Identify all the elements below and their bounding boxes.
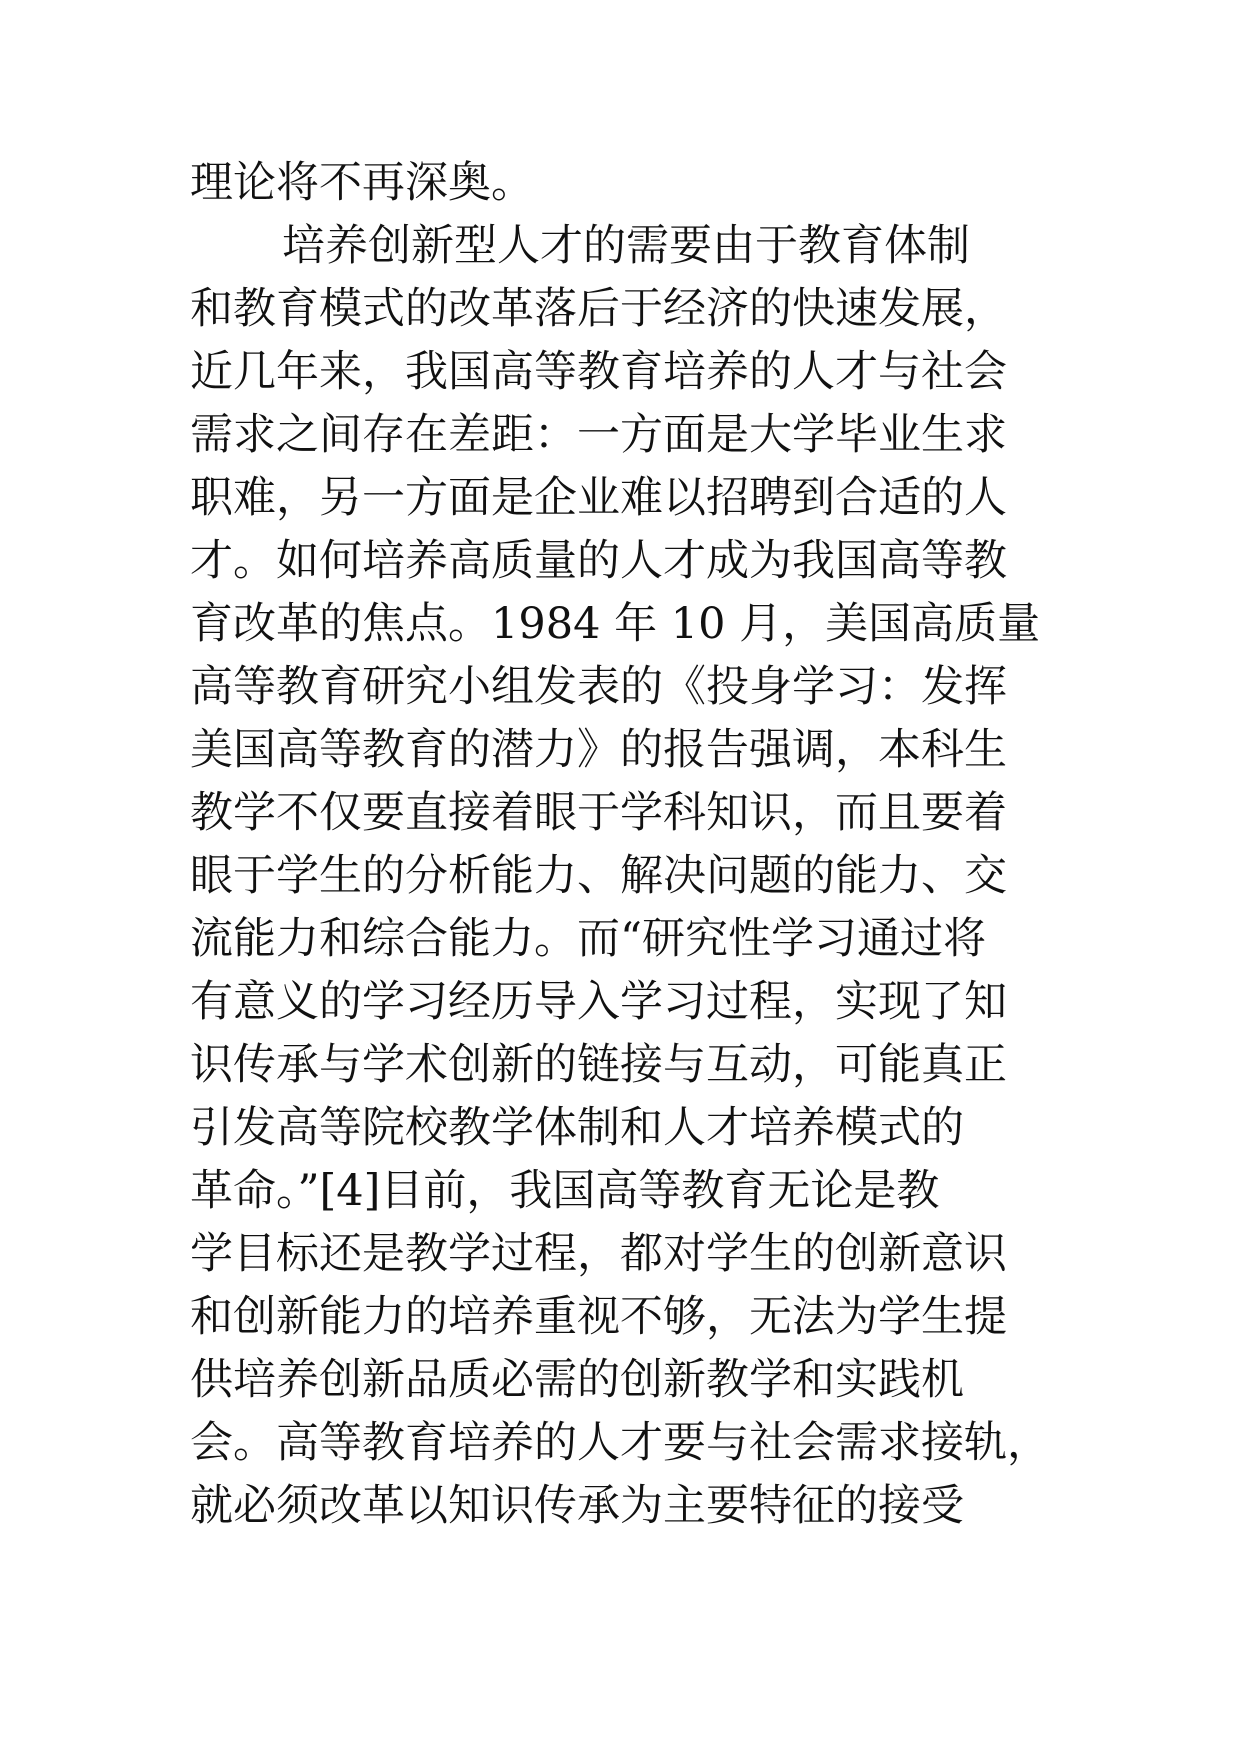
text-line: 有意义的学习经历导入学习过程，实现了知	[190, 977, 1007, 1027]
text-line: 需求之间存在差距：一方面是大学毕业生求	[190, 410, 1007, 460]
paragraph-first-line: 培养创新型人才的需要由于教育体制	[282, 221, 970, 271]
text-line: 育改革的焦点。1984 年 10 月，美国高质量	[190, 599, 1041, 649]
text-line: 近几年来，我国高等教育培养的人才与社会	[190, 347, 1007, 397]
text-line: 和教育模式的改革落后于经济的快速发展，	[190, 284, 1007, 334]
text-line: 流能力和综合能力。而“研究性学习通过将	[190, 914, 986, 964]
text-line: 革命。”[4]目前，我国高等教育无论是教	[190, 1166, 940, 1216]
text-line: 和创新能力的培养重视不够，无法为学生提	[190, 1292, 1007, 1342]
text-line: 教学不仅要直接着眼于学科知识，而且要着	[190, 788, 1007, 838]
text-line: 高等教育研究小组发表的《投身学习：发挥	[190, 662, 1007, 712]
text-line: 供培养创新品质必需的创新教学和实践机	[190, 1355, 964, 1405]
text-line: 引发高等院校教学体制和人才培养模式的	[190, 1103, 964, 1153]
body-text	[190, 152, 1090, 1538]
text-line: 就必须改革以知识传承为主要特征的接受	[190, 1481, 964, 1531]
text-line: 识传承与学术创新的链接与互动，可能真正	[190, 1040, 1007, 1090]
text-line: 理论将不再深奥。	[190, 158, 534, 208]
text-line: 会。高等教育培养的人才要与社会需求接轨，	[190, 1418, 1050, 1468]
text-line: 才。如何培养高质量的人才成为我国高等教	[190, 536, 1007, 586]
text-line: 学目标还是教学过程，都对学生的创新意识	[190, 1229, 1007, 1279]
text-line: 职难，另一方面是企业难以招聘到合适的人	[190, 473, 1007, 523]
text-line: 眼于学生的分析能力、解决问题的能力、交	[190, 851, 1007, 901]
text-line: 美国高等教育的潜力》的报告强调，本科生	[190, 725, 1007, 775]
